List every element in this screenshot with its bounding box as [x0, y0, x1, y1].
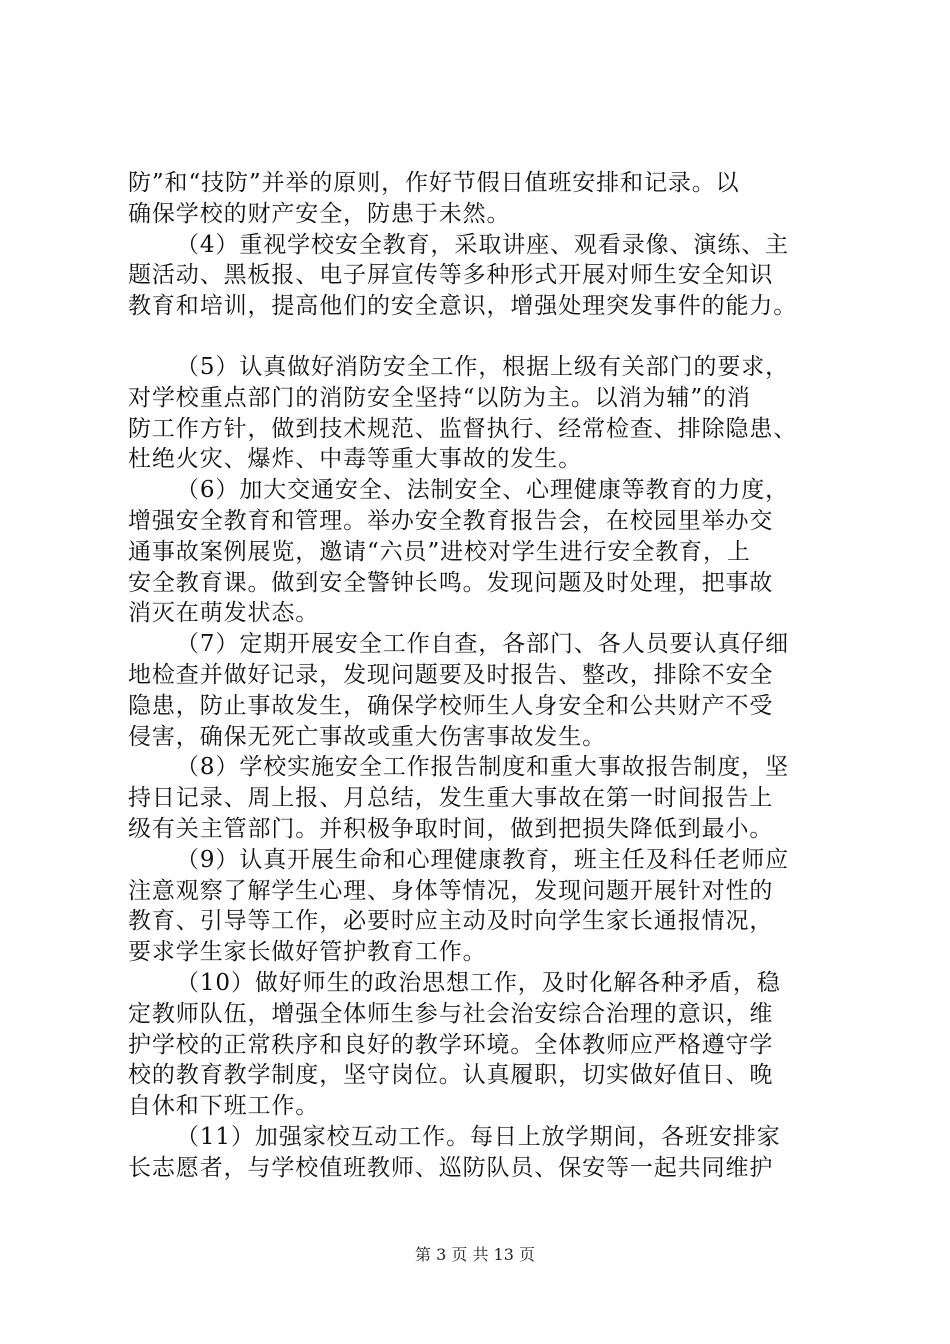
text-line: 增强安全教育和管理。举办安全教育报告会，在校园里举办交	[128, 507, 774, 534]
paragraph-11-start: （11）加强家校互动工作。每日上放学期间，各班安排家	[176, 1123, 781, 1150]
paragraph-9-start: （9）认真开展生命和心理健康教育，班主任及科任老师应	[176, 846, 790, 873]
text-line: 隐患，防止事故发生，确保学校师生人身安全和公共财产不受	[128, 692, 774, 719]
text-line: 对学校重点部门的消防安全坚持“以防为主。以消为辅”的消	[128, 384, 751, 411]
paragraph-gap	[128, 322, 828, 352]
text-line: 通事故案例展览，邀请“六员”进校对学生进行安全教育，上	[128, 538, 751, 565]
paragraph-7-start: （7）定期开展安全工作自查，各部门、各人员要认真仔细	[176, 631, 790, 658]
text-line: 注意观察了解学生心理、身体等情况，发现问题开展针对性的	[128, 877, 774, 904]
text-line: 自休和下班工作。	[128, 1093, 320, 1120]
text-line: 教育、引导等工作，必要时应主动及时向学生家长通报情况，	[128, 908, 774, 935]
text-line: 杜绝火灾、爆炸、中毒等重大事故的发生。	[128, 446, 583, 473]
text-line: 要求学生家长做好管护教育工作。	[128, 939, 487, 966]
document-body	[128, 168, 828, 1184]
text-line: 级有关主管部门。并积极争取时间，做到把损失降低到最小。	[128, 815, 774, 842]
text-line: 地检查并做好记录，发现问题要及时报告、整改，排除不安全	[128, 661, 774, 688]
text-line: 校的教育教学制度，坚守岗位。认真履职，切实做好值日、晚	[128, 1062, 774, 1089]
text-line: 侵害，确保无死亡事故或重大伤害事故发生。	[128, 723, 606, 750]
paragraph-5-start: （5）认真做好消防安全工作，根据上级有关部门的要求，	[176, 353, 790, 380]
text-line: 防”和“技防”并举的原则，作好节假日值班安排和记录。以	[128, 170, 740, 196]
text-line: 题活动、黑板报、电子屏宣传等多种形式开展对师生安全知识	[128, 262, 774, 289]
paragraph-10-start: （10）做好师生的政治思想工作，及时化解各种矛盾，稳	[176, 969, 781, 996]
text-line: 持日记录、周上报、月总结，发生重大事故在第一时间报告上	[128, 785, 774, 812]
paragraph-6-start: （6）加大交通安全、法制安全、心理健康等教育的力度，	[176, 477, 790, 504]
paragraph-4-start: （4）重视学校安全教育，采取讲座、观看录像、演练、主	[176, 231, 790, 258]
paragraph-8-start: （8）学校实施安全工作报告制度和重大事故报告制度，坚	[176, 754, 790, 781]
text-line: 消灭在萌发状态。	[128, 600, 320, 627]
text-line: 护学校的正常秩序和良好的教学环境。全体教师应严格遵守学	[128, 1031, 774, 1058]
text-line: 教育和培训，提高他们的安全意识，增强处理突发事件的能力。	[128, 293, 798, 320]
text-line: 防工作方针，做到技术规范、监督执行、经常检查、排除隐患、	[128, 415, 798, 442]
text-line: 定教师队伍，增强全体师生参与社会治安综合治理的意识，维	[128, 1000, 774, 1027]
text-line: 安全教育课。做到安全警钟长鸣。发现问题及时处理，把事故	[128, 569, 774, 596]
page-number-footer: 第 3 页 共 13 页	[415, 1245, 535, 1264]
text-line: 长志愿者，与学校值班教师、巡防队员、保安等一起共同维护	[128, 1154, 774, 1181]
text-line: 确保学校的财产安全，防患于未然。	[128, 200, 511, 227]
